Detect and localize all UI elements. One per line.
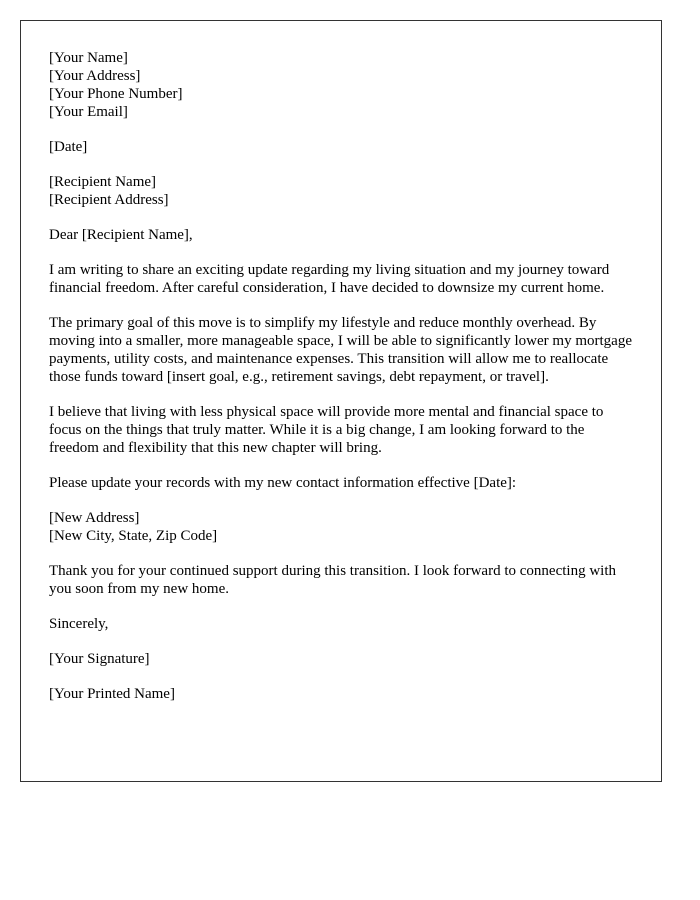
printed-name: [Your Printed Name]	[49, 686, 175, 702]
signature: [Your Signature]	[49, 651, 150, 667]
letter-document	[20, 20, 662, 782]
body-paragraph: I believe that living with less physical space will provide more mental and financial space to focus on the things that truly matter. While it is a big change, I am looking forward to the freedom and flexibility that this new chapter will bring.	[49, 404, 604, 456]
sender-block	[49, 49, 633, 121]
sender-email: [Your Email]	[49, 104, 128, 120]
recipient-name: [Recipient Name]	[49, 174, 157, 190]
recipient-address: [Recipient Address]	[49, 192, 169, 208]
new-city-state-zip: [New City, State, Zip Code]	[49, 528, 218, 544]
salutation: Dear [Recipient Name],	[49, 227, 193, 243]
recipient-block	[49, 173, 633, 209]
sender-name: [Your Name]	[49, 50, 128, 66]
body-paragraph: Please update your records with my new contact information effective [Date]:	[49, 475, 517, 491]
letter-date: [Date]	[49, 139, 88, 155]
new-address-block	[49, 509, 633, 545]
sender-address: [Your Address]	[49, 68, 141, 84]
new-address: [New Address]	[49, 510, 140, 526]
closing: Sincerely,	[49, 616, 109, 632]
body-paragraph: I am writing to share an exciting update regarding my living situation and my journey toward financial freedom. After careful consideration, I have decided to downsize my current home.	[49, 262, 610, 296]
closing-paragraph: Thank you for your continued support during this transition. I look forward to connecting with you soon from my new home.	[49, 563, 616, 597]
sender-phone: [Your Phone Number]	[49, 86, 183, 102]
body-paragraph: The primary goal of this move is to simplify my lifestyle and reduce monthly overhead. By moving into a smaller, more manageable space, I will be able to significantly lower my mortgage payments, utility costs, and maintenance expenses. This transition will allow me to reallocate those funds toward [insert goal, e.g., retirement savings, debt repayment, or travel].	[49, 315, 632, 385]
